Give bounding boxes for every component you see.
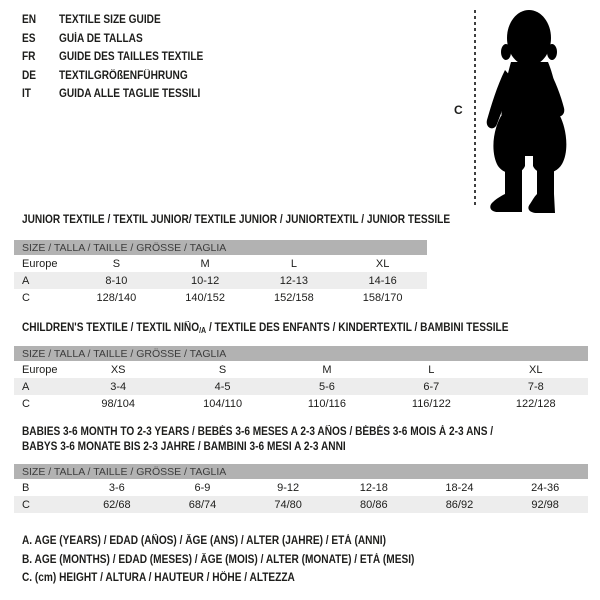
cell: 140/152 (185, 291, 225, 304)
cell: 18-24 (445, 481, 474, 494)
cell: 12-13 (250, 272, 339, 289)
cell: 6-9 (194, 481, 211, 494)
cell: 92/98 (502, 496, 588, 513)
title-text: CHILDREN'S TEXTILE / TEXTIL NIÑO (22, 322, 200, 334)
cell: 128/140 (96, 291, 137, 304)
height-measure-figure (448, 8, 590, 220)
cell: 122/128 (515, 397, 556, 410)
table-row (14, 395, 588, 412)
cell: 24-36 (531, 481, 560, 494)
legend-footnotes (22, 532, 468, 588)
row-label: C (22, 291, 30, 304)
size-header-row (14, 464, 588, 479)
cell: 86/92 (417, 496, 503, 513)
list-item (22, 85, 203, 104)
cell: 3-6 (108, 481, 125, 494)
row-label: Europe (22, 257, 58, 270)
measure-c-label: C (454, 103, 463, 117)
size-header-label: SIZE / TALLA / TAILLE / GRÖSSE / TAGLIA (14, 346, 588, 361)
cell: 62/68 (74, 496, 160, 513)
cell: 5-6 (275, 378, 379, 395)
cell: L (428, 363, 435, 376)
cell: 158/170 (362, 291, 403, 304)
cell: 3-4 (66, 378, 170, 395)
babies-size-table (14, 464, 588, 513)
guide-title: TEXTILE SIZE GUIDE (58, 14, 161, 27)
cell: XS (110, 363, 126, 376)
guide-title: TEXTILGRÖßENFÜHRUNG (58, 69, 188, 82)
list-item (22, 11, 203, 30)
title-subscript: /A (199, 326, 207, 335)
row-label: C (22, 397, 30, 410)
cell: 9-12 (277, 481, 300, 494)
cell: 6-7 (379, 378, 483, 395)
table-row (14, 255, 427, 272)
cell: XL (529, 363, 543, 376)
cell: 110/116 (307, 397, 347, 410)
guide-title: GUIDE DES TAILLES TEXTILE (58, 51, 204, 64)
cell: S (218, 363, 227, 376)
cell: 80/86 (331, 496, 417, 513)
row-label: Europe (22, 363, 58, 376)
cell: 152/158 (273, 291, 314, 304)
junior-table-title: JUNIOR TEXTILE / TEXTIL JUNIOR/ TEXTILE JUNIOR / JUNIORTEXTIL / JUNIOR TESSILE (22, 214, 451, 226)
row-label: B (22, 481, 30, 494)
table-row (14, 378, 588, 395)
cell: 104/110 (203, 397, 243, 410)
language-code: EN (22, 14, 37, 27)
cell: 14-16 (338, 272, 427, 289)
row-label: A (14, 272, 72, 289)
babies-table-title (22, 425, 493, 455)
guide-title: GUÍA DE TALLAS (58, 32, 143, 45)
cell: 7-8 (484, 378, 588, 395)
title-text: / TEXTILE DES ENFANTS / KINDERTEXTIL / BAMBINI TESSILE (206, 322, 509, 334)
cell: 8-10 (72, 272, 161, 289)
children-size-table (14, 346, 588, 412)
cell: S (112, 257, 121, 270)
cell: 98/104 (101, 397, 136, 410)
guide-title: GUIDA ALLE TAGLIE TESSILI (58, 88, 201, 101)
toddler-silhouette-icon (485, 8, 588, 213)
cell: M (322, 363, 332, 376)
junior-size-table (14, 240, 427, 306)
language-code: ES (22, 32, 36, 45)
title-line-2: BABYS 3-6 MONATE BIS 2-3 JAHRE / BAMBINI 3-6 MESI A 2-3 ANNI (22, 441, 346, 453)
cell: 10-12 (161, 272, 250, 289)
language-code: DE (22, 69, 37, 82)
language-legend (22, 11, 228, 104)
size-header-label: SIZE / TALLA / TAILLE / GRÖSSE / TAGLIA (14, 464, 588, 479)
size-header-label: SIZE / TALLA / TAILLE / GRÖSSE / TAGLIA (14, 240, 427, 255)
language-code: IT (22, 88, 32, 101)
children-table-title (22, 321, 508, 338)
cell: 74/80 (245, 496, 331, 513)
table-row (14, 272, 427, 289)
cell: 4-5 (170, 378, 274, 395)
cell: 12-18 (359, 481, 388, 494)
footnote-c: C. (cm) HEIGHT / ALTURA / HAUTEUR / HÖHE / ALTEZZA (22, 572, 295, 585)
footnote-a: A. AGE (YEARS) / EDAD (AÑOS) / ÂGE (ANS) / ALTER (JAHRE) / ETÀ (ANNI) (22, 535, 386, 548)
list-item (22, 30, 203, 49)
row-label: A (14, 378, 66, 395)
title-line-1: BABIES 3-6 MONTH TO 2-3 YEARS / BEBÉS 3-6 MESES A 2-3 AÑOS / BÉBÉS 3-6 MOIS À 2-3 ANS / (22, 426, 494, 438)
footnote-b: B. AGE (MONTHS) / EDAD (MESES) / ÂGE (MOIS) / ALTER (MONATE) / ETÀ (MESI) (22, 553, 415, 566)
cell: L (290, 257, 297, 270)
row-label: C (14, 496, 74, 513)
cell: M (200, 257, 210, 270)
size-header-row (14, 346, 588, 361)
language-code: FR (22, 51, 36, 64)
table-row (14, 361, 588, 378)
cell: 68/74 (160, 496, 246, 513)
list-item (22, 48, 203, 67)
table-row (14, 496, 588, 513)
cell: XL (375, 257, 390, 270)
dashed-measure-line (474, 10, 476, 208)
table-row (14, 289, 427, 306)
size-header-row (14, 240, 427, 255)
cell: 116/122 (411, 397, 451, 410)
table-row (14, 479, 588, 496)
list-item (22, 67, 203, 86)
